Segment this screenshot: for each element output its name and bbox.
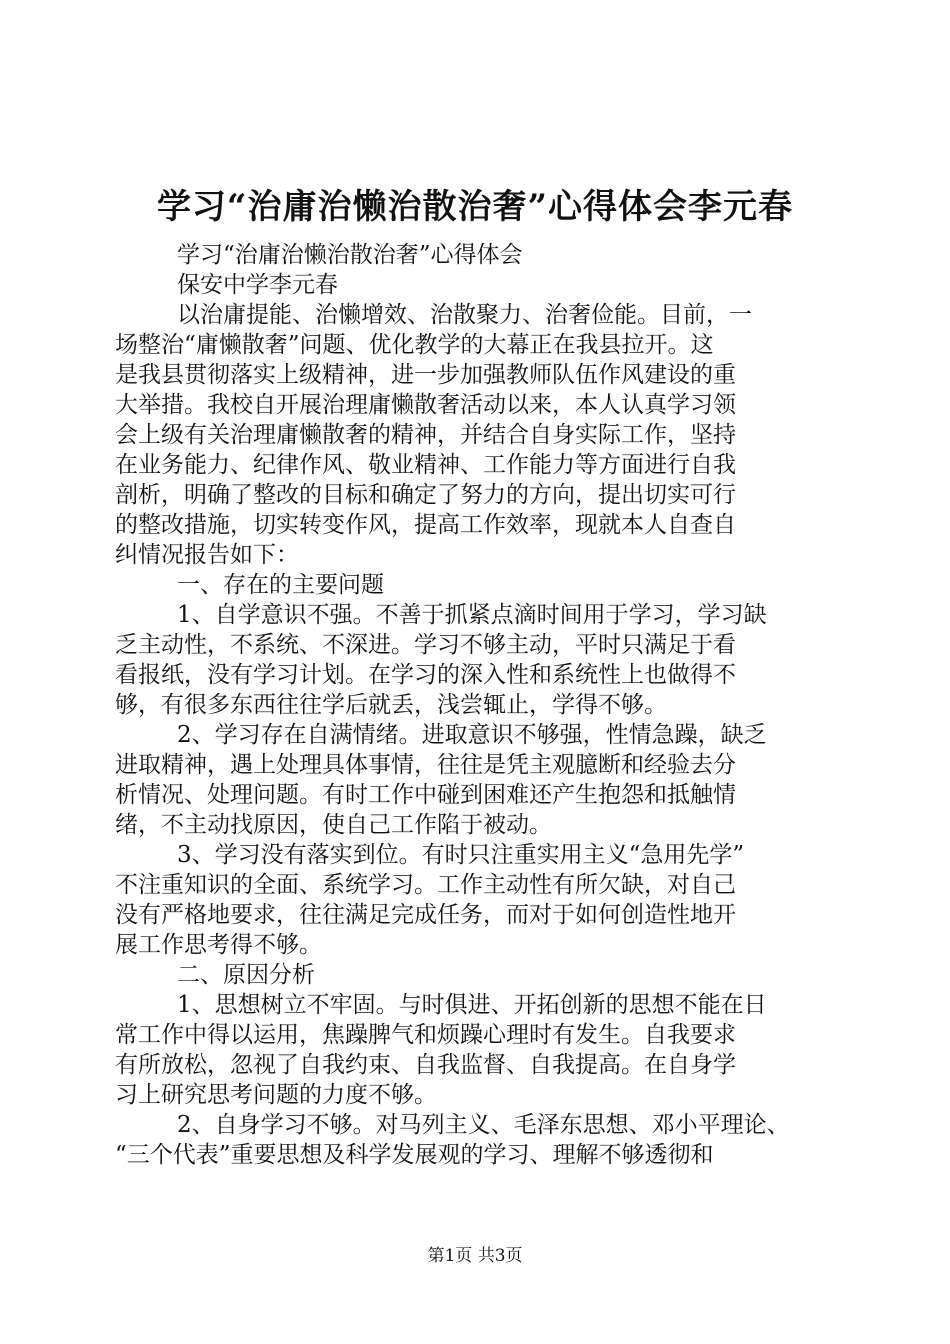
paragraph-line: 大举措。我校自开展治理庸懒散奢活动以来，本人认真学习领 bbox=[115, 392, 736, 418]
document-body bbox=[115, 210, 835, 1170]
paragraph-line: 纠情况报告如下： bbox=[115, 542, 299, 568]
paragraph-line: 不注重知识的全面、系统学习。工作主动性有所欠缺，对自己 bbox=[115, 872, 736, 898]
paragraph-line: 习上研究思考问题的力度不够。 bbox=[115, 1082, 437, 1108]
paragraph-line: 展工作思考得不够。 bbox=[115, 932, 322, 958]
paragraph-line: 以治庸提能、治懒增效、治散聚力、治奢俭能。目前，一 bbox=[177, 302, 752, 328]
paragraph-line: 是我县贯彻落实上级精神，进一步加强教师队伍作风建设的重 bbox=[115, 362, 736, 388]
paragraph-line: 常工作中得以运用，焦躁脾气和烦躁心理时有发生。自我要求 bbox=[115, 1022, 736, 1048]
paragraph-line: 2、学习存在自满情绪。进取意识不够强，性情急躁，缺乏 bbox=[177, 722, 767, 748]
paragraph-line: 场整治“庸懒散奢”问题、优化教学的大幕正在我县拉开。这 bbox=[115, 332, 714, 358]
paragraph-line: 3、学习没有落实到位。有时只注重实用主义“急用先学” bbox=[177, 842, 745, 868]
paragraph-line: 1、思想树立不牢固。与时俱进、开拓创新的思想不能在日 bbox=[177, 992, 767, 1018]
paragraph-line: 2、自身学习不够。对马列主义、毛泽东思想、邓小平理论、 bbox=[177, 1112, 790, 1138]
subtitle: 学习“治庸治懒治散治奢”心得体会 bbox=[177, 242, 523, 268]
paragraph-line: 会上级有关治理庸懒散奢的精神，并结合自身实际工作，坚持 bbox=[115, 422, 736, 448]
document-title: 学习“治庸治懒治散治奢”心得体会李元春 bbox=[156, 187, 794, 227]
paragraph-line: 的整改措施，切实转变作风，提高工作效率，现就本人自查自 bbox=[115, 512, 736, 538]
paragraph-line: 够，有很多东西往往学后就丢，浅尝辄止，学得不够。 bbox=[115, 692, 667, 718]
section-heading: 二、原因分析 bbox=[177, 962, 315, 988]
paragraph-line: 进取精神，遇上处理具体事情，往往是凭主观臆断和经验去分 bbox=[115, 752, 736, 778]
paragraph-line: “三个代表”重要思想及科学发展观的学习、理解不够透彻和 bbox=[115, 1142, 714, 1168]
section-heading: 一、存在的主要问题 bbox=[177, 572, 384, 598]
paragraph-line: 乏主动性，不系统、不深进。学习不够主动，平时只满足于看 bbox=[115, 632, 736, 658]
paragraph-line: 绪，不主动找原因，使自己工作陷于被动。 bbox=[115, 812, 552, 838]
paragraph-line: 没有严格地要求，往往满足完成任务，而对于如何创造性地开 bbox=[115, 902, 736, 928]
page-footer: 第1页 共3页 bbox=[427, 1246, 523, 1266]
paragraph-line: 1、自学意识不强。不善于抓紧点滴时间用于学习，学习缺 bbox=[177, 602, 767, 628]
paragraph-line: 看报纸，没有学习计划。在学习的深入性和系统性上也做得不 bbox=[115, 662, 736, 688]
author-line: 保安中学李元春 bbox=[177, 272, 338, 298]
paragraph-line: 在业务能力、纪律作风、敬业精神、工作能力等方面进行自我 bbox=[115, 452, 736, 478]
paragraph-line: 剖析，明确了整改的目标和确定了努力的方向，提出切实可行 bbox=[115, 482, 736, 508]
paragraph-line: 有所放松，忽视了自我约束、自我监督、自我提高。在自身学 bbox=[115, 1052, 736, 1078]
paragraph-line: 析情况、处理问题。有时工作中碰到困难还产生抱怨和抵触情 bbox=[115, 782, 736, 808]
